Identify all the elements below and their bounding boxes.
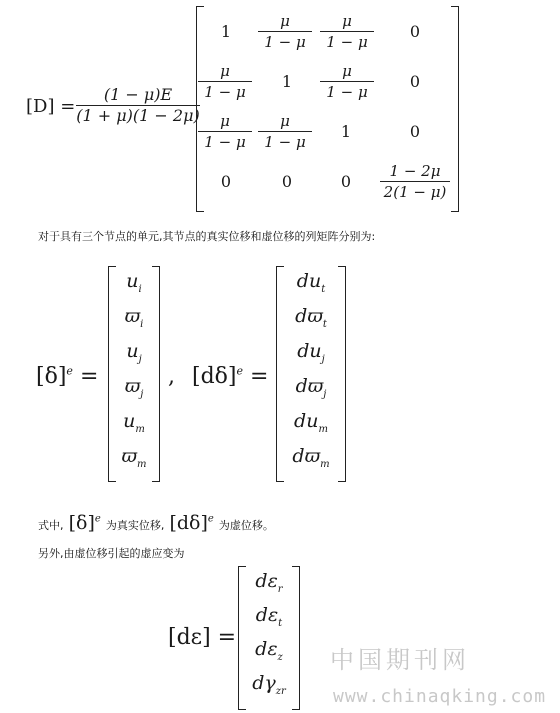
watermark-chinese: 中国期刊网 bbox=[330, 646, 470, 674]
frac-den: 1 − μ bbox=[326, 83, 368, 101]
vector-entry bbox=[280, 410, 342, 435]
delta-lhs bbox=[36, 364, 98, 389]
entry-symbol: ϖ bbox=[124, 375, 141, 397]
entry-symbol: dϖ bbox=[295, 305, 323, 327]
frac-num: μ bbox=[342, 62, 352, 80]
entry-symbol: du bbox=[294, 410, 319, 432]
vector-entry bbox=[112, 445, 156, 470]
d-delta-inline-symbol: [dδ] bbox=[169, 512, 208, 534]
frac-den: 1 − μ bbox=[204, 83, 246, 101]
matrix-cell: 1 bbox=[340, 122, 352, 141]
entry-symbol: u bbox=[123, 410, 136, 432]
vector-entry bbox=[112, 270, 156, 295]
fraction-bar bbox=[320, 81, 374, 82]
vector-entry bbox=[112, 340, 156, 365]
entry-subscript: t bbox=[278, 617, 283, 629]
entry-subscript: m bbox=[137, 458, 147, 470]
d-delta-inline-superscript: e bbox=[207, 513, 214, 525]
d-delta-symbol: [dδ] bbox=[192, 364, 237, 389]
matrix-cell bbox=[380, 162, 450, 201]
frac-num: μ bbox=[280, 112, 290, 130]
fraction-bar bbox=[320, 31, 374, 32]
d-matrix-lhs: [D] = bbox=[26, 96, 76, 117]
vector-entry bbox=[280, 305, 342, 330]
entry-subscript: m bbox=[135, 423, 145, 435]
frac-num: 1 − 2μ bbox=[389, 162, 441, 180]
matrix-cell bbox=[320, 12, 374, 51]
entry-subscript: i bbox=[140, 318, 144, 330]
entry-subscript: zr bbox=[275, 685, 286, 697]
text-prefix: 式中, bbox=[38, 519, 64, 532]
entry-symbol: dϖ bbox=[292, 445, 321, 467]
matrix-cell: 0 bbox=[409, 22, 421, 41]
entry-subscript: j bbox=[138, 353, 142, 365]
vector-entry bbox=[242, 638, 296, 663]
matrix-cell: 0 bbox=[220, 172, 232, 191]
entry-symbol: dϖ bbox=[295, 375, 324, 397]
entry-symbol: ϖ bbox=[124, 305, 141, 327]
frac-num: μ bbox=[342, 12, 352, 30]
frac-num: μ bbox=[280, 12, 290, 30]
entry-symbol: du bbox=[297, 340, 322, 362]
delta-inline bbox=[69, 512, 101, 534]
equals-sign: = bbox=[250, 364, 269, 389]
fraction-bar bbox=[380, 181, 450, 182]
entry-symbol: dγ bbox=[252, 672, 276, 694]
paragraph-nodal-displacements: 对于具有三个节点的单元,其节点的真实位移和虚位移的列矩阵分别为: bbox=[38, 230, 376, 243]
matrix-cell: 0 bbox=[340, 172, 352, 191]
entry-symbol: ϖ bbox=[121, 445, 137, 467]
d-delta-superscript: e bbox=[236, 364, 244, 378]
d-matrix-coefficient bbox=[76, 86, 200, 125]
fraction-bar bbox=[258, 31, 312, 32]
vector-entry bbox=[280, 340, 342, 365]
matrix-cell: 0 bbox=[409, 72, 421, 91]
coefficient-denominator: (1 + μ)(1 − 2μ) bbox=[76, 106, 200, 125]
vector-entry bbox=[112, 410, 156, 435]
entry-subscript: r bbox=[277, 583, 283, 595]
separator-comma: , bbox=[168, 364, 175, 389]
vector-entry bbox=[280, 375, 342, 400]
epsilon-lhs: [dε] = bbox=[168, 625, 237, 650]
d-delta-lhs bbox=[192, 364, 268, 389]
entry-subscript: m bbox=[320, 458, 330, 470]
entry-symbol: du bbox=[296, 270, 322, 292]
entry-symbol: u bbox=[126, 270, 139, 292]
delta-symbol: [δ] bbox=[36, 364, 67, 389]
text-middle: 为真实位移, bbox=[105, 519, 165, 532]
frac-den: 1 − μ bbox=[264, 33, 306, 51]
fraction-bar bbox=[198, 131, 252, 132]
d-matrix-right-bracket bbox=[451, 6, 459, 212]
vector-entry bbox=[280, 445, 342, 470]
paragraph-virtual-strain: 另外,由虚位移引起的虚应变为 bbox=[38, 547, 185, 560]
watermark-url: www.chinaqking.com bbox=[333, 686, 547, 707]
frac-den: 1 − μ bbox=[326, 33, 368, 51]
equals-sign: = bbox=[79, 364, 99, 389]
frac-den: 1 − μ bbox=[204, 133, 246, 151]
coefficient-numerator: (1 − μ)E bbox=[103, 85, 173, 104]
entry-subscript: z bbox=[277, 651, 283, 663]
matrix-cell bbox=[258, 112, 312, 151]
fraction-bar bbox=[198, 81, 252, 82]
matrix-cell: 1 bbox=[220, 22, 232, 41]
d-matrix-left-bracket bbox=[196, 6, 204, 212]
frac-num: μ bbox=[220, 112, 230, 130]
entry-symbol: dε bbox=[255, 638, 278, 660]
vector-entry bbox=[112, 375, 156, 400]
entry-subscript: j bbox=[140, 388, 144, 400]
entry-subscript: m bbox=[318, 423, 328, 435]
matrix-cell: 1 bbox=[281, 72, 293, 91]
entry-subscript: t bbox=[322, 318, 327, 330]
entry-symbol: dε bbox=[255, 604, 279, 626]
paragraph-definitions bbox=[38, 512, 274, 534]
matrix-cell bbox=[258, 12, 312, 51]
entry-subscript: j bbox=[323, 388, 327, 400]
entry-subscript: j bbox=[321, 353, 325, 365]
d-delta-inline bbox=[169, 512, 213, 534]
matrix-cell bbox=[198, 112, 252, 151]
vector-entry bbox=[112, 305, 156, 330]
matrix-cell: 0 bbox=[281, 172, 293, 191]
vector-entry bbox=[242, 604, 296, 629]
entry-subscript: t bbox=[321, 283, 326, 295]
vector-entry bbox=[242, 570, 296, 595]
matrix-cell: 0 bbox=[409, 122, 421, 141]
entry-subscript: i bbox=[138, 283, 142, 295]
delta-inline-superscript: e bbox=[94, 513, 101, 525]
text-suffix: 为虚位移。 bbox=[218, 519, 274, 532]
entry-symbol: u bbox=[126, 340, 139, 362]
matrix-cell bbox=[320, 62, 374, 101]
frac-num: μ bbox=[220, 62, 230, 80]
delta-superscript: e bbox=[66, 364, 73, 378]
frac-den: 1 − μ bbox=[264, 133, 306, 151]
frac-den: 2(1 − μ) bbox=[383, 183, 447, 201]
vector-entry bbox=[280, 270, 342, 295]
fraction-bar bbox=[258, 131, 312, 132]
delta-inline-symbol: [δ] bbox=[68, 512, 95, 534]
vector-entry bbox=[242, 672, 296, 697]
matrix-cell bbox=[198, 62, 252, 101]
entry-symbol: dε bbox=[255, 570, 278, 592]
